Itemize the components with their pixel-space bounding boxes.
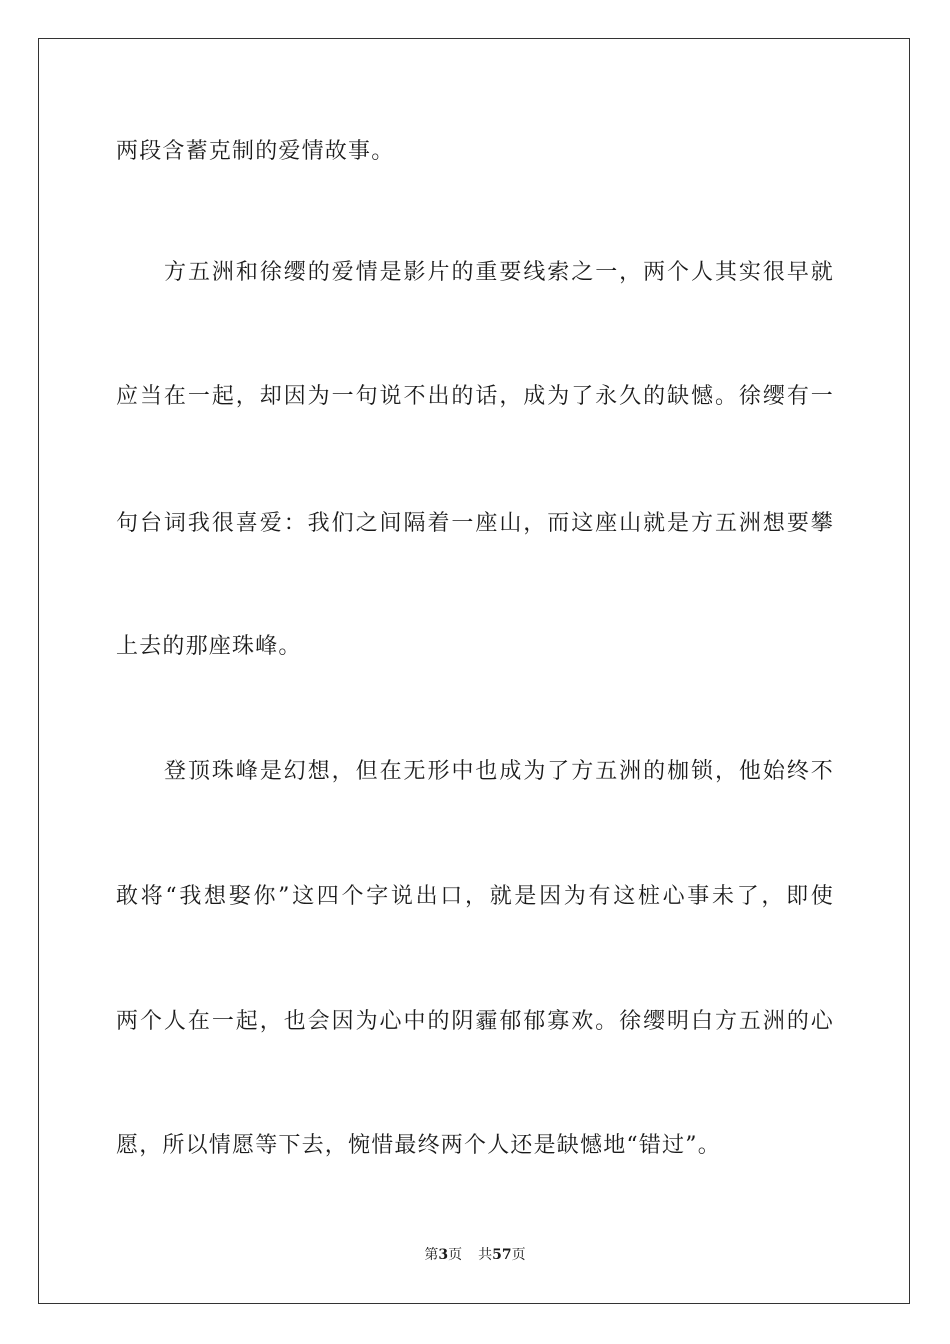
paragraph-line: 方五洲和徐缨的爱情是影片的重要线索之一，两个人其实很早就 <box>164 260 834 285</box>
paragraph-line: 登顶珠峰是幻想，但在无形中也成为了方五洲的枷锁，他始终不 <box>164 759 834 784</box>
paragraph-line: 两段含蓄克制的爱情故事。 <box>116 139 395 164</box>
paragraph-line: 愿，所以情愿等下去，惋惜最终两个人还是缺憾地“错过”。 <box>116 1133 721 1158</box>
total-prefix: 共 <box>478 1247 493 1263</box>
page-border <box>38 38 910 1304</box>
page-number: 3 <box>438 1247 449 1263</box>
paragraph-line: 句台词我很喜爱：我们之间隔着一座山，而这座山就是方五洲想要攀 <box>116 511 834 536</box>
total-suffix: 页 <box>511 1247 526 1263</box>
page-footer <box>0 1246 950 1264</box>
paragraph-line: 两个人在一起，也会因为心中的阴霾郁郁寡欢。徐缨明白方五洲的心 <box>116 1009 834 1034</box>
paragraph-line: 上去的那座珠峰。 <box>116 634 302 659</box>
total-pages: 57 <box>492 1247 512 1263</box>
paragraph-line: 敢将“我想娶你”这四个字说出口，就是因为有这桩心事未了，即使 <box>116 884 834 909</box>
page-prefix: 第 <box>424 1247 439 1263</box>
paragraph-line: 应当在一起，却因为一句说不出的话，成为了永久的缺憾。徐缨有一 <box>116 384 834 409</box>
page-suffix: 页 <box>448 1247 463 1263</box>
